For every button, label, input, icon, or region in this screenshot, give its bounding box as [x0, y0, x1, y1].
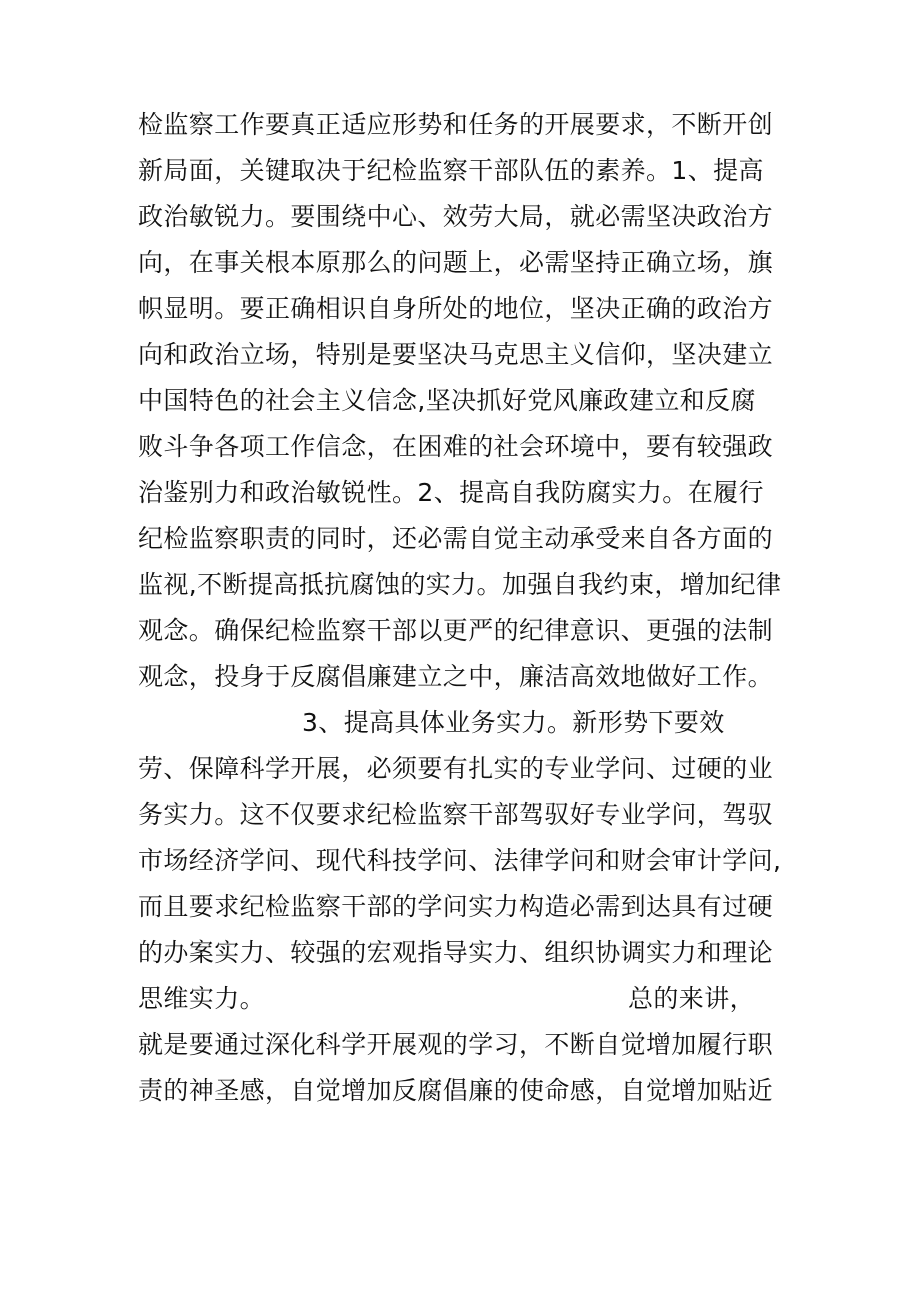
text-line-20-left: 思维实力。: [138, 984, 266, 1013]
text-line-14: 3、提高具体业务实力。新形势下要效: [302, 708, 725, 737]
text-line-11: 监视,不断提高抵抗腐蚀的实力。加强自我约束，增加纪律: [138, 570, 782, 599]
text-line-19: 的办案实力、较强的宏观指导实力、组织协调实力和理论: [138, 938, 774, 967]
text-line-21: 就是要通过深化科学开展观的学习，不断自觉增加履行职: [138, 1030, 774, 1059]
text-line-6: 向和政治立场，特别是要坚决马克思主义信仰，坚决建立: [138, 340, 774, 369]
text-line-13: 观念，投身于反腐倡廉建立之中，廉洁高效地做好工作。: [138, 662, 774, 691]
text-line-4: 向，在事关根本原那么的问题上，必需坚持正确立场，旗: [138, 248, 774, 277]
text-line-10: 纪检监察职责的同时，还必需自觉主动承受来自各方面的: [138, 524, 774, 553]
text-line-3: 政治敏锐力。要围绕中心、效劳大局，就必需坚决政治方: [138, 202, 774, 231]
text-line-20-right: 总的来讲，: [628, 984, 756, 1013]
text-line-9: 治鉴别力和政治敏锐性。2、提高自我防腐实力。在履行: [138, 478, 764, 507]
text-line-2: 新局面，关键取决于纪检监察干部队伍的素养。1、提高: [138, 156, 764, 185]
text-line-16: 务实力。这不仅要求纪检监察干部驾驭好专业学问，驾驭: [138, 800, 774, 829]
text-line-5: 帜显明。要正确相识自身所处的地位，坚决正确的政治方: [138, 294, 774, 323]
document-body: [138, 102, 818, 1114]
text-line-1: 检监察工作要真正适应形势和任务的开展要求，不断开创: [138, 110, 774, 139]
text-line-15: 劳、保障科学开展，必须要有扎实的专业学问、过硬的业: [138, 754, 774, 783]
text-line-12: 观念。确保纪检监察干部以更严的纪律意识、更强的法制: [138, 616, 774, 645]
text-line-7: 中国特色的社会主义信念,坚决抓好党风廉政建立和反腐: [138, 386, 756, 415]
text-line-20: [138, 976, 818, 1022]
text-line-17: 市场经济学问、现代科技学问、法律学问和财会审计学问,: [138, 846, 782, 875]
text-line-18: 而且要求纪检监察干部的学问实力构造必需到达具有过硬: [138, 892, 774, 921]
text-line-22: 责的神圣感，自觉增加反腐倡廉的使命感，自觉增加贴近: [138, 1076, 774, 1105]
text-line-8: 败斗争各项工作信念，在困难的社会环境中，要有较强政: [138, 432, 774, 461]
